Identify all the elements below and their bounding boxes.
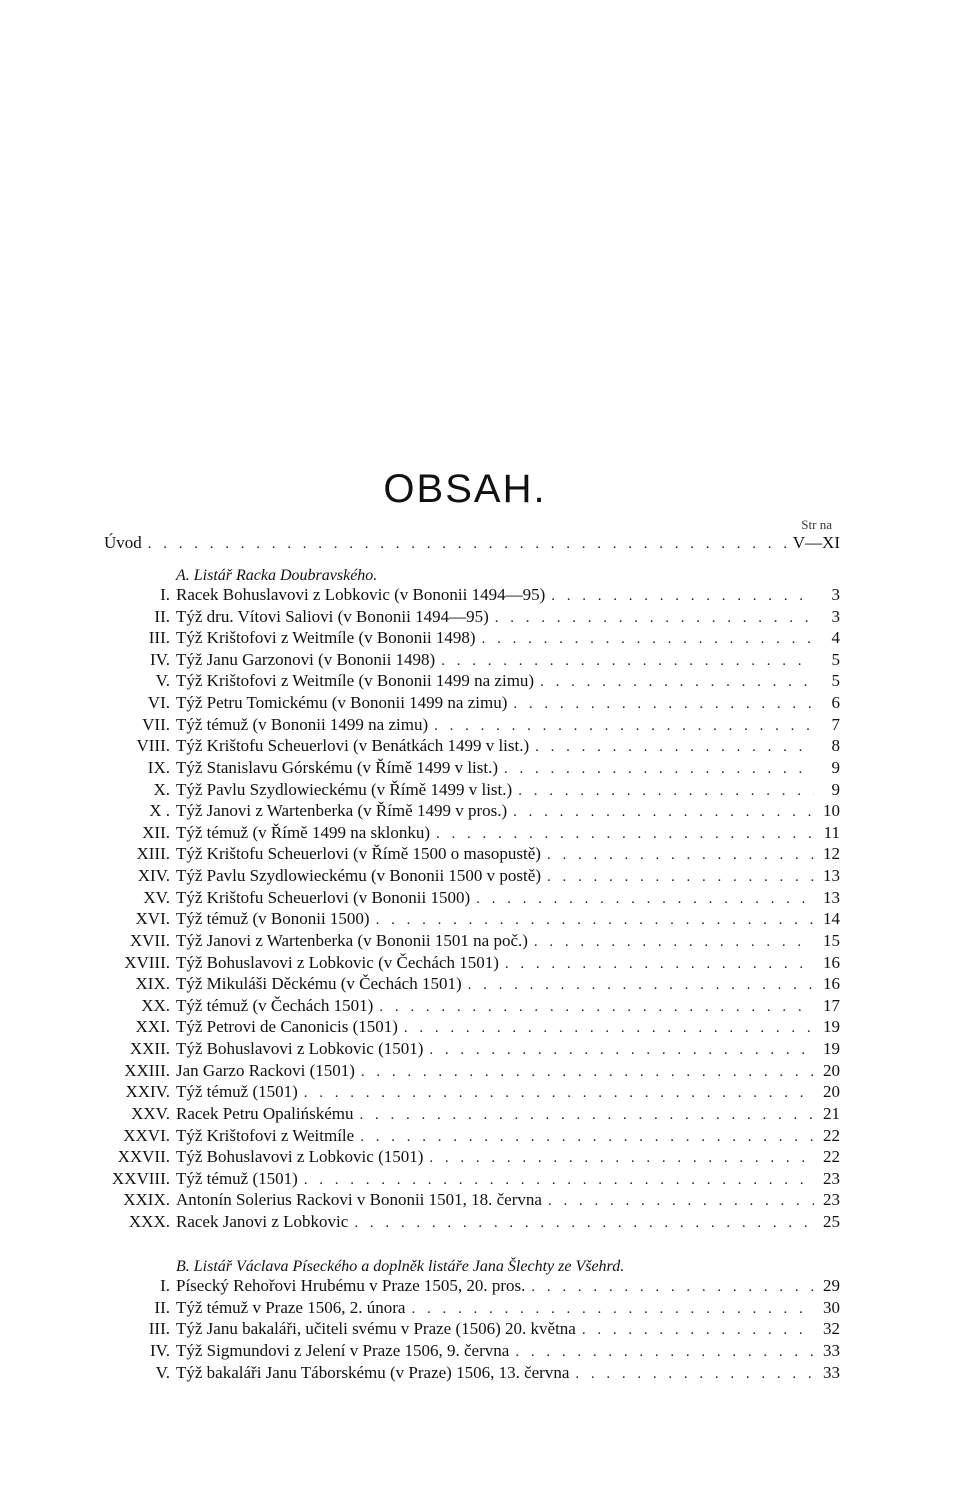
toc-row [104, 823, 840, 844]
toc-row [104, 1147, 840, 1168]
toc-entry-page: 7 [831, 714, 840, 734]
dot-leader [495, 610, 814, 627]
toc-entry-page: 3 [831, 585, 840, 604]
toc-row [104, 1319, 840, 1340]
toc-entry-number: II. [154, 1297, 170, 1317]
dot-leader [354, 1215, 814, 1232]
toc-entry-number: I. [160, 585, 170, 604]
toc-entry-text: Týž Krištofu Scheuerlovi (v Bononii 1500) [176, 887, 471, 907]
toc-entry-text: Týž bakaláři Janu Táborskému (v Praze) 1506, 13. června [176, 1362, 570, 1382]
dot-leader [548, 1193, 814, 1210]
dot-leader [551, 588, 814, 605]
toc-entry-text: Týž témuž (v Bononii 1500) [176, 909, 370, 929]
dot-leader [429, 1150, 814, 1167]
toc-row [104, 974, 840, 995]
toc-entry-number: I. [160, 1276, 170, 1295]
toc-entry-page: 15 [823, 930, 840, 950]
toc-entry-page: 10 [823, 801, 840, 821]
toc-entry-text: Písecký Rehořovi Hrubému v Praze 1505, 20. pros. [176, 1276, 526, 1295]
toc-row [104, 1276, 840, 1297]
page-title: OBSAH. [383, 466, 547, 511]
toc-entry-page: 33 [823, 1362, 840, 1382]
toc-entry-text: Týž Krištofovi z Weitmíle (v Bononii 1498) [176, 628, 476, 648]
toc-entry-text: Týž Pavlu Szydlowieckému (v Bononii 1500 v postě) [176, 866, 541, 886]
toc-entry-text: Týž témuž (v Čechách 1501) [176, 995, 374, 1015]
toc-entry-text: Týž Bohuslavovi z Lobkovic (v Čechách 1501) [176, 952, 499, 972]
toc-entry-text: Týž témuž (v Bononii 1499 na zimu) [176, 714, 429, 734]
toc-entry-number: XXII. [129, 1039, 170, 1059]
toc-row [104, 866, 840, 887]
toc-row [104, 693, 840, 714]
toc-row [104, 650, 840, 671]
toc-row [104, 996, 840, 1017]
dot-leader [304, 1085, 814, 1102]
toc-entry-number: XVI. [135, 909, 170, 929]
toc-row [104, 1061, 840, 1082]
toc-row [104, 1104, 840, 1125]
toc-entry-page: 14 [823, 909, 840, 929]
dot-leader [515, 1344, 814, 1361]
toc-entry-number: XVIII. [124, 952, 170, 972]
toc-entry-page: 19 [823, 1039, 840, 1059]
dot-leader [148, 536, 787, 553]
toc-entry-text: Týž Sigmundovi z Jelení v Praze 1506, 9. června [176, 1341, 510, 1361]
toc-entry-page: 29 [823, 1276, 840, 1295]
toc-entry-number: IX. [147, 757, 170, 777]
dot-leader [361, 1064, 814, 1081]
dot-leader [376, 912, 814, 929]
toc-entry-number: XII. [142, 822, 170, 842]
dot-leader [531, 1279, 814, 1296]
toc-entry-text: Týž Janu Garzonovi (v Bononii 1498) [176, 649, 436, 669]
toc-entry-text: Týž Krištofu Scheuerlovi (v Římě 1500 o masopustě) [176, 844, 541, 864]
toc-entry-page: 16 [823, 974, 840, 994]
toc-entry-number: XV. [143, 887, 170, 907]
section-a-heading: A. Listář Racka Doubravského. [176, 567, 378, 584]
toc-row [104, 736, 840, 757]
dot-leader [404, 1020, 814, 1037]
toc-row [104, 1017, 840, 1038]
toc-row [104, 585, 840, 606]
dot-leader [434, 718, 814, 735]
toc-entry-number: XXVII. [117, 1147, 170, 1167]
toc-row [104, 1298, 840, 1319]
toc-row [104, 671, 840, 692]
toc-row [104, 1039, 840, 1060]
dot-leader [518, 783, 814, 800]
toc-entry-page: 17 [823, 995, 840, 1015]
toc-entry-page: 11 [823, 822, 840, 842]
toc-entry-text: Úvod [104, 533, 142, 552]
toc-entry-page: 23 [823, 1168, 840, 1188]
toc-entry-page: V—XI [792, 533, 840, 552]
toc-entry-text: Týž Krištofovi z Weitmíle (v Bononii 1499 na zimu) [176, 671, 535, 691]
toc-row [104, 909, 840, 930]
toc-entry-text: Týž Krištofovi z Weitmíle [176, 1125, 355, 1145]
toc-entry-page: 13 [823, 866, 840, 886]
toc-entry-text: Týž témuž (1501) [176, 1082, 298, 1102]
toc-entry-text: Týž Janu bakaláři, učiteli svému v Praze (1506) 20. května [176, 1319, 576, 1339]
toc-entry-number: XXVI. [123, 1125, 170, 1145]
dot-leader [540, 674, 814, 691]
toc-entry-number: XXV. [131, 1103, 170, 1123]
toc-entry-page: 16 [823, 952, 840, 972]
toc-entry-page: 30 [823, 1297, 840, 1317]
toc-entry-number: V. [155, 671, 170, 691]
toc-row [104, 931, 840, 952]
toc-entry-text: Týž Janovi z Wartenberka (v Římě 1499 v pros.) [176, 801, 508, 821]
toc-entry-page: 12 [823, 844, 840, 864]
toc-entry-text: Týž témuž (v Římě 1499 na sklonku) [176, 822, 431, 842]
toc-row [104, 953, 840, 974]
toc-entry-text: Týž Krištofu Scheuerlovi (v Benátkách 1499 v list.) [176, 736, 530, 756]
dot-leader [360, 1107, 814, 1124]
section-b-heading: B. Listář Václava Píseckého a doplněk listáře Jana Šlechty ze Všehrd. [176, 1258, 625, 1275]
toc-entry-number: XXI. [135, 1017, 170, 1037]
toc-entry-page: 33 [823, 1341, 840, 1361]
toc-entry-page: 8 [831, 736, 840, 756]
toc-entry-page: 9 [831, 779, 840, 799]
toc-entry-number: VIII. [136, 736, 170, 756]
toc-entry-text: Racek Petru Opalińskému [176, 1103, 354, 1123]
toc-entry-number: X. [153, 779, 170, 799]
toc-entry-page: 22 [823, 1125, 840, 1145]
toc-entry-text: Týž Petrovi de Canonicis (1501) [176, 1017, 398, 1037]
toc-entry-page: 5 [831, 649, 840, 669]
toc-entry-number: XIII. [136, 844, 170, 864]
dot-leader [468, 977, 814, 994]
toc-row [104, 1126, 840, 1147]
toc-entry-page: 6 [831, 693, 840, 713]
toc-entry-number: VII. [142, 714, 170, 734]
toc-row [104, 780, 840, 801]
dot-leader [513, 804, 814, 821]
dot-leader [547, 847, 814, 864]
toc-entry-number: XX. [141, 995, 170, 1015]
toc-entry-text: Týž témuž (1501) [176, 1168, 298, 1188]
toc-row [104, 607, 840, 628]
dot-leader [505, 956, 814, 973]
toc-row [104, 844, 840, 865]
toc-entry-text: Týž Stanislavu Górskému (v Římě 1499 v list.) [176, 757, 499, 777]
toc-entry-text: Týž Bohuslavovi z Lobkovic (1501) [176, 1039, 424, 1059]
toc-entry-page: 20 [823, 1060, 840, 1080]
toc-entry-text: Týž Pavlu Szydlowieckému (v Římě 1499 v list.) [176, 779, 513, 799]
toc-row [104, 1190, 840, 1211]
toc-entry-number: III. [148, 1319, 170, 1339]
toc-row [104, 628, 840, 649]
toc-entry-number: VI. [147, 693, 170, 713]
toc-entry-page: 32 [823, 1319, 840, 1339]
dot-leader [476, 891, 814, 908]
toc-entry-text: Týž Petru Tomickému (v Bononii 1499 na zimu) [176, 693, 508, 713]
toc-row [104, 758, 840, 779]
toc-entry-text: Týž Mikuláši Děckému (v Čechách 1501) [176, 974, 462, 994]
toc-entry-number: XIX. [135, 974, 170, 994]
toc-row [104, 1363, 840, 1384]
dot-leader [411, 1301, 814, 1318]
dot-leader [304, 1172, 814, 1189]
toc-entry-number: XXVIII. [111, 1168, 170, 1188]
toc-entry-number: XXIV. [125, 1082, 170, 1102]
dot-leader [504, 761, 814, 778]
dot-leader [441, 653, 814, 670]
dot-leader [379, 999, 814, 1016]
toc-row [104, 1212, 840, 1233]
dot-leader [575, 1366, 814, 1383]
toc-row-intro [104, 533, 840, 554]
toc-entry-number: X . [149, 801, 170, 821]
toc-row [104, 888, 840, 909]
toc-entry-page: 19 [823, 1017, 840, 1037]
toc-entry-page: 25 [823, 1211, 840, 1231]
toc-entry-number: XIV. [137, 866, 170, 886]
dot-leader [534, 934, 814, 951]
toc-row [104, 801, 840, 822]
toc-entry-text: Racek Janovi z Lobkovic [176, 1211, 349, 1231]
toc-entry-number: V. [155, 1362, 170, 1382]
toc-entry-page: 20 [823, 1082, 840, 1102]
toc-entry-text: Týž témuž v Praze 1506, 2. února [176, 1297, 406, 1317]
toc-row [104, 715, 840, 736]
toc-entry-page: 23 [823, 1190, 840, 1210]
toc-entry-text: Jan Garzo Rackovi (1501) [176, 1060, 355, 1080]
toc-entry-text: Týž dru. Vítovi Saliovi (v Bononii 1494—95) [176, 606, 489, 626]
toc-entry-page: 5 [831, 671, 840, 691]
toc-entry-page: 9 [831, 757, 840, 777]
toc-entry-number: II. [154, 606, 170, 626]
toc-entry-text: Antonín Solerius Rackovi v Bononii 1501, 18. června [176, 1190, 542, 1210]
dot-leader [582, 1322, 814, 1339]
toc-entry-page: 22 [823, 1147, 840, 1167]
toc-entry-page: 21 [823, 1103, 840, 1123]
toc-entry-number: XXIII. [124, 1060, 170, 1080]
dot-leader [429, 1042, 814, 1059]
toc-entry-text: Týž Bohuslavovi z Lobkovic (1501) [176, 1147, 424, 1167]
toc-entry-number: III. [148, 628, 170, 648]
toc-row [104, 1341, 840, 1362]
toc-entry-number: XVII. [129, 930, 170, 950]
dot-leader [436, 826, 814, 843]
dot-leader [547, 869, 814, 886]
toc-entry-number: XXX. [128, 1211, 170, 1231]
dot-leader [360, 1129, 814, 1146]
toc-entry-page: 3 [831, 606, 840, 626]
toc-row [104, 1082, 840, 1103]
toc-row [104, 1169, 840, 1190]
dot-leader [482, 631, 814, 648]
toc-entry-number: IV. [150, 649, 170, 669]
dot-leader [535, 739, 814, 756]
toc-entry-page: 4 [831, 628, 840, 648]
toc-entry-page: 13 [823, 887, 840, 907]
dot-leader [513, 696, 814, 713]
page-column-header: Str na [801, 517, 832, 532]
toc-entry-number: IV. [150, 1341, 170, 1361]
toc-entry-number: XXIX. [123, 1190, 170, 1210]
toc-entry-text: Týž Janovi z Wartenberka (v Bononii 1501 na poč.) [176, 930, 528, 950]
toc-entry-text: Racek Bohuslavovi z Lobkovic (v Bononii 1494—95) [176, 585, 546, 604]
